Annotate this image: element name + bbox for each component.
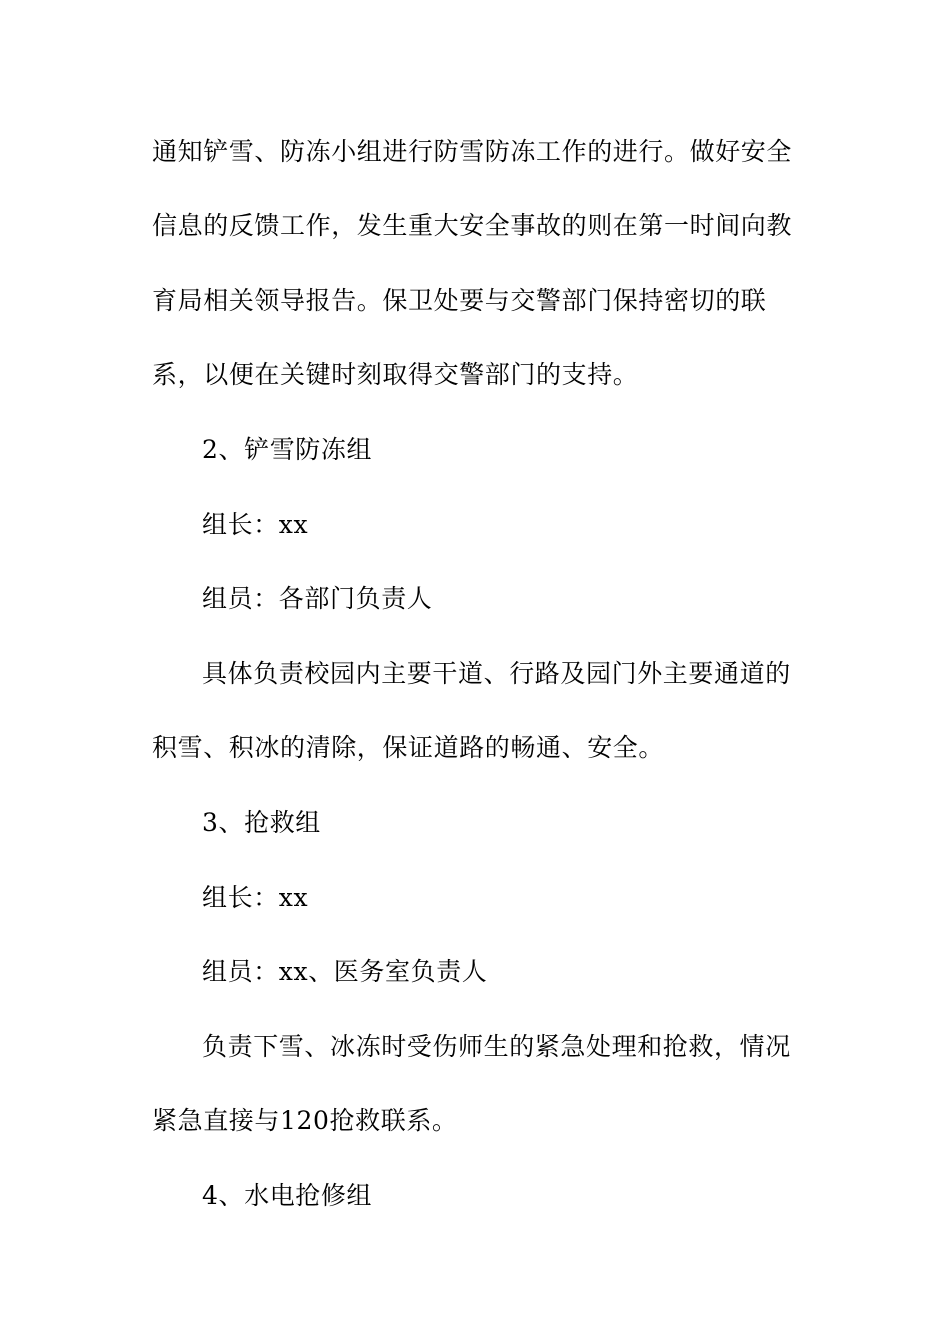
paragraph-line: 通知铲雪、防冻小组进行防雪防冻工作的进行。做好安全 bbox=[152, 137, 793, 166]
paragraph-line: 具体负责校园内主要干道、行路及园门外主要通道的 bbox=[202, 659, 791, 688]
paragraph-line: 紧急直接与120抢救联系。 bbox=[152, 1106, 458, 1135]
group-leader-line: 组长：xx bbox=[202, 510, 309, 539]
paragraph-line: 负责下雪、冰冻时受伤师生的紧急处理和抢救，情况 bbox=[202, 1032, 791, 1061]
section-heading: 3、抢救组 bbox=[202, 808, 321, 837]
paragraph-line: 系，以便在关键时刻取得交警部门的支持。 bbox=[152, 360, 639, 389]
section-heading: 2、铲雪防冻组 bbox=[202, 435, 373, 464]
paragraph-line: 育局相关领导报告。保卫处要与交警部门保持密切的联 bbox=[152, 286, 767, 315]
group-members-line: 组员：xx、医务室负责人 bbox=[202, 957, 488, 986]
paragraph-line: 信息的反馈工作，发生重大安全事故的则在第一时间向教 bbox=[152, 211, 793, 240]
group-members-line: 组员：各部门负责人 bbox=[202, 584, 433, 613]
group-leader-line: 组长：xx bbox=[202, 883, 309, 912]
section-heading: 4、水电抢修组 bbox=[202, 1181, 373, 1210]
paragraph-line: 积雪、积冰的清除，保证道路的畅通、安全。 bbox=[152, 733, 665, 762]
